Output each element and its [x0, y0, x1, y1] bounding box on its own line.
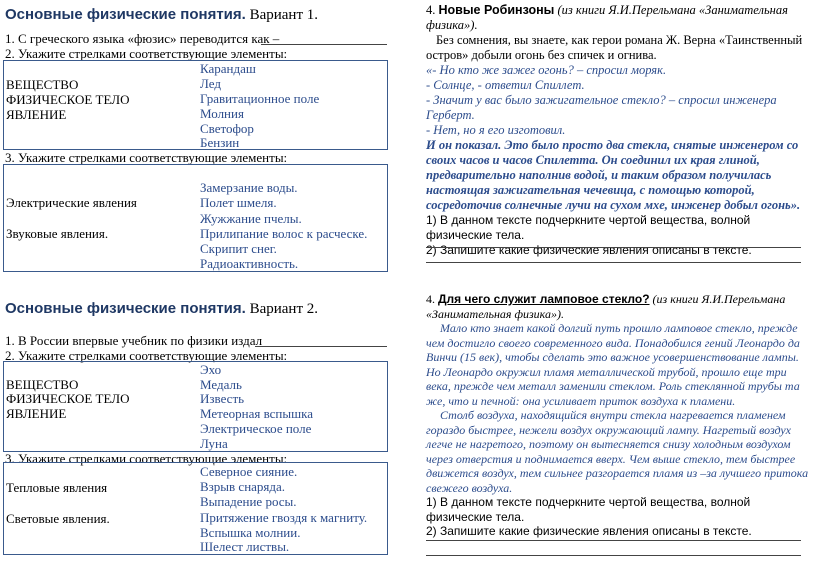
task4a-task1: 1) В данном тексте подчеркните чертой вещества, волной физические тела. [426, 213, 751, 242]
v1-right3-item[interactable]: Скрипит снег. [200, 241, 277, 256]
v1-right2-item[interactable]: Светофор [200, 121, 254, 136]
v1-left2-item[interactable]: ВЕЩЕСТВО [6, 77, 79, 92]
task4b-task1: 1) В данном тексте подчеркните чертой вещества, волной физические тела. [426, 495, 751, 524]
task4b-heading-line [426, 292, 814, 321]
task4a-heading: Новые Робинзоны [438, 3, 555, 17]
v1-right3-item[interactable]: Прилипание волос к расческе. [200, 226, 368, 241]
v1-left3-item[interactable]: Звуковые явления. [6, 226, 109, 241]
v1-left3-item[interactable]: Электрические явления [6, 195, 137, 210]
variant1-title-number: Вариант 1. [249, 7, 319, 23]
v2-left3-item[interactable]: Световые явления. [6, 511, 110, 526]
variant2-title-bold: Основные физические понятия. [5, 300, 246, 317]
variant2-question3: 3. Укажите стрелками соответствующие элементы: [5, 451, 288, 466]
v2-right2-item[interactable]: Луна [200, 436, 228, 451]
v1-right3-item[interactable]: Замерзание воды. [200, 180, 298, 195]
v2-right3-item[interactable]: Притяжение гвоздя к магниту. [200, 510, 368, 525]
v2-left2-item[interactable]: ФИЗИЧЕСКОЕ ТЕЛО [6, 391, 130, 406]
task4a-dialog-line: - Нет, но я его изготовил. [426, 123, 566, 137]
v2-right2-item[interactable]: Метеорная вспышка [200, 406, 313, 421]
variant1-answer-line[interactable] [261, 44, 387, 45]
variant2-title-number: Вариант 2. [249, 301, 319, 317]
task4b-number: 4. [426, 292, 435, 306]
v2-left2-item[interactable]: ВЕЩЕСТВО [6, 377, 79, 392]
variant2-match-box-2 [3, 462, 388, 555]
task4a-answer-line[interactable] [426, 262, 801, 263]
task4b-answer-line[interactable] [426, 555, 801, 556]
v2-right2-item[interactable]: Известь [200, 391, 245, 406]
v2-right3-item[interactable]: Северное сияние. [200, 464, 298, 479]
v1-left2-item[interactable]: ФИЗИЧЕСКОЕ ТЕЛО [6, 92, 130, 107]
v2-right3-item[interactable]: Вспышка молнии. [200, 525, 301, 540]
v2-left3-item[interactable]: Тепловые явления [6, 480, 108, 495]
task4a-answer-line[interactable] [426, 247, 801, 248]
variant1-question3: 3. Укажите стрелками соответствующие элементы: [5, 150, 288, 165]
variant1-question2: 2. Укажите стрелками соответствующие элементы: [5, 46, 288, 61]
v1-right2-item[interactable]: Карандаш [200, 61, 256, 76]
v1-right2-item[interactable]: Гравитационное поле [200, 91, 320, 106]
v2-right3-item[interactable]: Шелест листвы. [200, 539, 290, 554]
v1-right2-item[interactable]: Молния [200, 106, 244, 121]
task4a-source: (из книги Я.И.Перельмана «Занимательная физика»). [426, 3, 788, 32]
variant1-title-bold: Основные физические понятия. [5, 6, 246, 23]
variant1-question1: 1. С греческого языка «фюзис» переводится как – [5, 31, 280, 46]
variant2-question2: 2. Укажите стрелками соответствующие элементы: [5, 348, 288, 363]
v2-right2-item[interactable]: Эхо [200, 362, 222, 377]
variant2-match-box-1 [3, 361, 388, 452]
variant2-question1: 1. В России впервые учебник по физики издал [5, 333, 263, 348]
task4a-dialog-line: «- Но кто же зажег огонь? – спросил моряк. [426, 63, 667, 77]
task4b-paragraph1: Мало кто знает какой долгий путь прошло ламповое стекло, прежде чем достигло своего современного вида. Понадобился гений Леонардо да Винчи (15 век), чтобы сделать это важное усовершенствование лампы. Но Леонардо окружил пламя металлической трубой, прошло еще три века, прежде чем металл заменили стеклом. Роль стеклянной трубы та же, что и печной: она усиливает приток воздуха к пламени. [426, 321, 800, 408]
task4b-paragraph2: Столб воздуха, находящийся внутри стекла нагревается пламенем гораздо быстрее, нежели воздух окружающий лампу. Нагретый воздух легче не нагретого, поэтому он вытесняется снизу холодным воздухом через отверстия и поднимается вверх. Чем выше стекло, тем быстрее движется воздух, тем сильнее разгорается пламя из –за лучшего притока свежего воздуха. [426, 408, 809, 495]
task4b-task2: 2) Запишите какие физические явления описаны в тексте. [426, 524, 752, 538]
task4a-dialog-line: - Солнце, - ответил Спиллет. [426, 78, 585, 92]
v1-right3-item[interactable]: Полет шмеля. [200, 195, 277, 210]
task4b-heading: Для чего служит ламповое стекло? [438, 292, 650, 306]
v2-right2-item[interactable]: Медаль [200, 377, 242, 392]
variant1-match-box-1 [3, 60, 388, 150]
task4a-task2: 2) Запишите какие физические явления описаны в тексте. [426, 243, 752, 257]
task4a-heading-line [426, 3, 811, 33]
task4b-answer-line[interactable] [426, 540, 801, 541]
v1-right3-item[interactable]: Жужжание пчелы. [200, 211, 302, 226]
task4a-story: И он показал. Это было просто два стекла, снятые инженером со своих часов и часов Спилетта. Он соединил их края глиной, предварительно наполнив водой, и таким образом получилась настоящая зажигательная чечевица, с помощью которой, сосредоточив солнечные лучи на сухом мхе, инженер добыл огонь». [426, 138, 801, 212]
task4a-dialog-line: - Значит у вас было зажигательное стекло? – спросил инженера Герберт. [426, 93, 777, 122]
v2-right2-item[interactable]: Электрическое поле [200, 421, 312, 436]
task4-robinsons [426, 3, 811, 258]
v1-left2-item[interactable]: ЯВЛЕНИЕ [6, 107, 67, 122]
v1-right3-item[interactable]: Радиоактивность. [200, 256, 299, 271]
v2-right3-item[interactable]: Взрыв снаряда. [200, 479, 286, 494]
task4-lamp-glass [426, 292, 814, 539]
variant1-match-box-2 [3, 164, 388, 272]
v1-right2-item[interactable]: Лед [200, 76, 221, 91]
v2-right3-item[interactable]: Выпадение росы. [200, 494, 297, 509]
task4a-number: 4. [426, 3, 436, 17]
v2-left2-item[interactable]: ЯВЛЕНИЕ [6, 406, 67, 421]
variant2-title [5, 300, 318, 318]
variant1-title [5, 6, 318, 24]
task4a-intro: Без сомнения, вы знаете, как герои романа Ж. Верна «Таинственный остров» добыли огонь без спичек и огнива. [426, 33, 803, 62]
task4b-source: (из книги Я.И.Перельмана «Занимательная физика»). [426, 292, 786, 321]
v1-right2-item[interactable]: Бензин [200, 135, 240, 150]
variant2-answer-line[interactable] [255, 346, 387, 347]
